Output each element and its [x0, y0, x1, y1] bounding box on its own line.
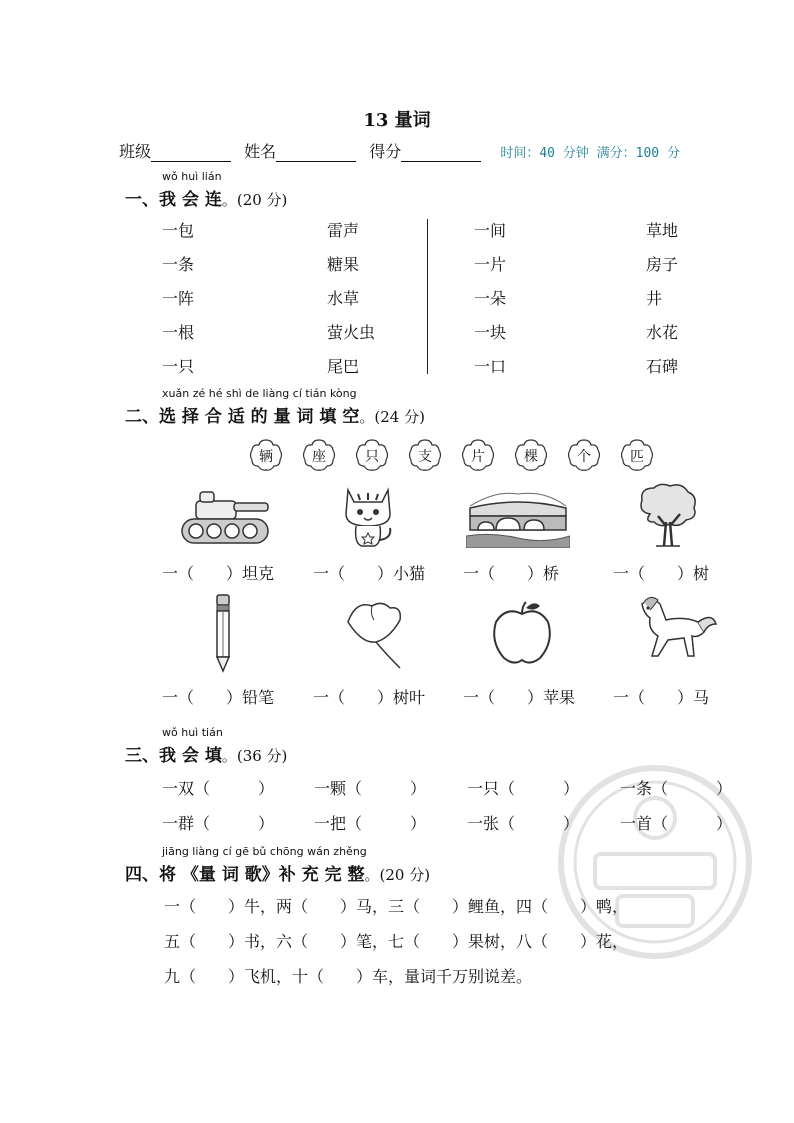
horse-icon: [628, 594, 718, 662]
section4-pinyin: jiāng liàng cí gē bǔ chōng wán zhěng: [162, 845, 367, 858]
section1-number: 一、: [125, 190, 159, 210]
match-left-noun[interactable]: 尾巴: [327, 357, 360, 376]
word-bank-item[interactable]: 座: [302, 438, 336, 472]
fill-noun-item[interactable]: 一把（ ）: [314, 814, 427, 833]
section3-number: 三、: [125, 746, 159, 766]
page-title: 13 量词: [363, 110, 431, 131]
fill-noun-item[interactable]: 一双（ ）: [162, 779, 275, 798]
match-right-noun[interactable]: 房子: [646, 255, 679, 274]
match-left-quantifier[interactable]: 一只: [162, 357, 195, 376]
word-bank-item[interactable]: 个: [567, 438, 601, 472]
tree-icon: [636, 482, 700, 548]
match-right-quantifier[interactable]: 一片: [474, 255, 507, 274]
fill-noun-item[interactable]: 一颗（ ）: [314, 779, 427, 798]
score-blank[interactable]: [401, 143, 481, 162]
match-right-quantifier[interactable]: 一间: [474, 221, 507, 240]
match-right-noun[interactable]: 草地: [646, 221, 679, 240]
word-bank-item[interactable]: 匹: [620, 438, 654, 472]
section1-points: 。(20 分): [221, 191, 288, 209]
cat-icon: [340, 480, 396, 550]
word-bank-item[interactable]: 辆: [249, 438, 283, 472]
student-info-bar: [119, 139, 680, 162]
match-right-quantifier[interactable]: 一朵: [474, 289, 507, 308]
section2-number: 二、: [125, 407, 159, 427]
song-line[interactable]: 九（ ）飞机，十（ ）车，量词千万别说差。: [164, 967, 533, 986]
section2-points: 。(24 分): [359, 408, 425, 426]
tank-icon: [178, 487, 274, 547]
fill-blank-item[interactable]: 一（ ）苹果: [463, 688, 576, 707]
word-bank-item[interactable]: 棵: [514, 438, 548, 472]
section4-heading: [125, 860, 430, 885]
section2-pinyin: xuǎn zé hé shì de liàng cí tián kòng: [162, 387, 357, 400]
match-left-noun[interactable]: 萤火虫: [327, 323, 376, 342]
section1-pinyin: wǒ huì lián: [162, 170, 222, 183]
song-line[interactable]: 五（ ）书，六（ ）笔，七（ ）果树，八（ ）花，: [164, 932, 629, 951]
match-left-quantifier[interactable]: 一包: [162, 221, 195, 240]
fill-blank-item[interactable]: 一（ ）坦克: [162, 564, 275, 583]
match-right-noun[interactable]: 水花: [646, 323, 679, 342]
section3-pinyin: wǒ huì tián: [162, 726, 223, 739]
leaf-icon: [342, 598, 404, 670]
class-blank[interactable]: [151, 143, 231, 162]
name-blank[interactable]: [276, 143, 356, 162]
column-divider: [427, 219, 428, 374]
name-label: 姓名: [244, 142, 277, 161]
pencil-icon: [210, 593, 236, 673]
fill-blank-item[interactable]: 一（ ）树叶: [313, 688, 426, 707]
match-right-noun[interactable]: 井: [646, 289, 663, 308]
match-left-noun[interactable]: 雷声: [327, 221, 360, 240]
word-bank-item[interactable]: 只: [355, 438, 389, 472]
fill-blank-item[interactable]: 一（ ）树: [613, 564, 710, 583]
fill-blank-item[interactable]: 一（ ）马: [613, 688, 710, 707]
fill-blank-item[interactable]: 一（ ）铅笔: [162, 688, 275, 707]
fill-noun-item[interactable]: 一群（ ）: [162, 814, 275, 833]
section3-points: 。(36 分): [221, 747, 288, 765]
word-bank-item[interactable]: 片: [461, 438, 495, 472]
match-left-quantifier[interactable]: 一根: [162, 323, 195, 342]
match-left-quantifier[interactable]: 一条: [162, 255, 195, 274]
section4-points: 。(20 分): [364, 866, 431, 884]
publisher-watermark: [555, 762, 755, 962]
section2-heading: [125, 402, 425, 427]
word-bank-item[interactable]: 支: [408, 438, 442, 472]
fill-blank-item[interactable]: 一（ ）小猫: [313, 564, 426, 583]
score-label: 得分: [369, 142, 402, 161]
match-right-quantifier[interactable]: 一口: [474, 357, 507, 376]
match-left-noun[interactable]: 糖果: [327, 255, 360, 274]
match-right-noun[interactable]: 石碑: [646, 357, 679, 376]
fill-noun-item[interactable]: 一张（ ）: [467, 814, 580, 833]
timing-info: 时间：40 分钟 满分：100 分: [500, 146, 680, 161]
match-left-noun[interactable]: 水草: [327, 289, 360, 308]
section3-heading: [125, 741, 287, 766]
section1-heading: [125, 185, 287, 210]
section4-number: 四、: [125, 865, 159, 885]
song-line[interactable]: 一（ ）牛，两（ ）马，三（ ）鲤鱼，四（ ）鸭，: [164, 897, 629, 916]
fill-noun-item[interactable]: 一只（ ）: [467, 779, 580, 798]
fill-noun-item[interactable]: 一首（ ）: [620, 814, 733, 833]
bridge-icon: [466, 486, 570, 548]
section2-title: 选 择 合 适 的 量 词 填 空: [159, 407, 360, 427]
apple-icon: [490, 600, 554, 666]
fill-blank-item[interactable]: 一（ ）桥: [463, 564, 560, 583]
class-label: 班级: [119, 142, 152, 161]
section3-title: 我 会 填: [159, 746, 222, 766]
section4-title: 将 《量 词 歌》补 充 完 整: [159, 865, 365, 885]
section1-title: 我 会 连: [159, 190, 222, 210]
match-right-quantifier[interactable]: 一块: [474, 323, 507, 342]
fill-noun-item[interactable]: 一条（ ）: [620, 779, 733, 798]
match-left-quantifier[interactable]: 一阵: [162, 289, 195, 308]
